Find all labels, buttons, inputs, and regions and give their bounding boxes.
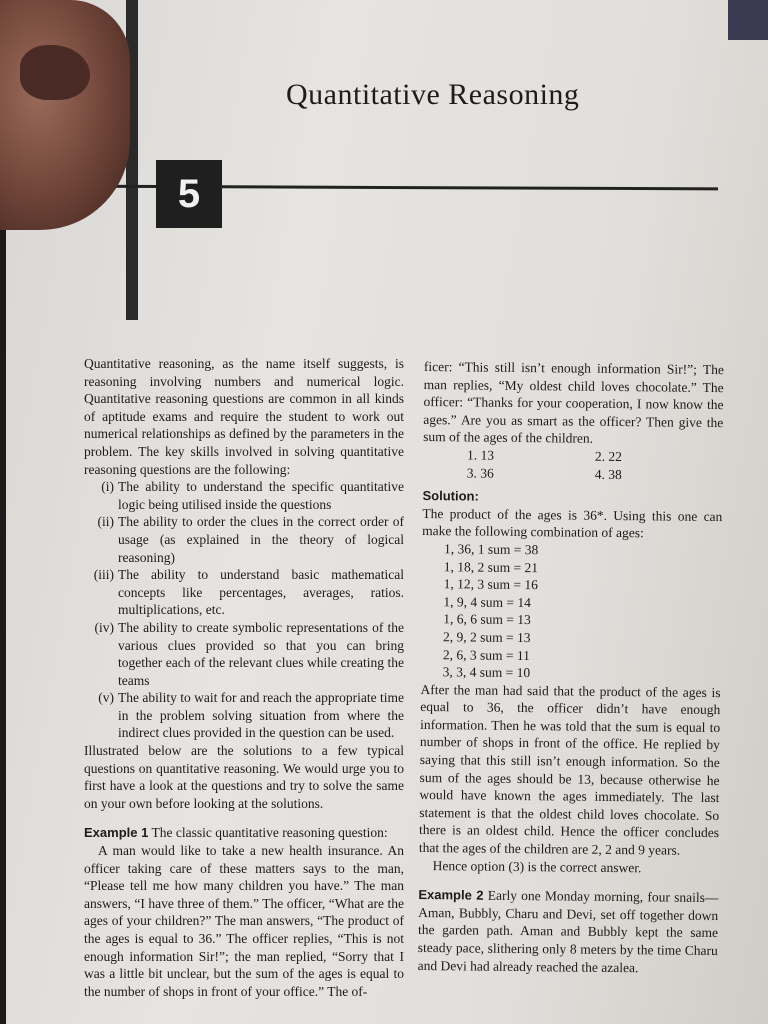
list-item: 2, 6, 3 sum = 11 (442, 646, 530, 663)
example1-continued: ficer: “This still isn’t enough information Sir!”; The man replies, “My oldest child loves chocolate.” The officer: “Thanks for your cooperation, I now know the ages.” Are you as smart as the officer? Then give the sum of the ages of the children. (423, 358, 724, 447)
age-combinations (421, 540, 722, 684)
holding-finger (0, 0, 130, 230)
option: 3. 36 (466, 465, 494, 481)
solution-label: Solution: (422, 488, 479, 504)
intro-paragraph: Quantitative reasoning, as the name itself suggests, is reasoning involving numbers and numerical logic. Quantitative reasoning questions are common in all kinds of aptitude exams and require the student to work out numerical relationships as defined by the parameters in the problem. The key skills involved in solving quantitative reasoning questions are the following: (84, 356, 404, 477)
list-item: 1, 18, 2 sum = 21 (443, 558, 539, 575)
background-corner (728, 0, 768, 40)
right-column (418, 358, 724, 977)
solution-intro: The product of the ages is 36*. Using this one can make the following combination of ages: (422, 505, 723, 541)
option: 2. 22 (594, 448, 623, 465)
list-item: 1, 9, 4 sum = 14 (443, 593, 532, 610)
illustrated-paragraph: Illustrated below are the solutions to a few typical questions on quantitative reasoning. We would urge you to first have a look at the questions and try to solve the same on your own before looking at the solutions. (84, 743, 404, 811)
left-column (84, 355, 404, 1000)
skills-list (84, 478, 404, 742)
list-item: (iii) The ability to understand basic mathematical concepts like percentages, averages, ratios. multiplications, etc. (93, 567, 404, 618)
list-item: 1, 36, 1 sum = 38 (443, 541, 539, 558)
example2-paragraph (418, 886, 719, 977)
list-item: 1, 12, 3 sum = 16 (443, 576, 538, 593)
chapter-title: Quantitative Reasoning (286, 78, 580, 111)
example1-heading (84, 824, 404, 842)
option: 1. 13 (466, 447, 495, 463)
list-item: (iv) The ability to create symbolic representations of the various clues provided so that you can bring together each of the relevant clues while creating the teams (94, 619, 404, 688)
example2-body: Early one Monday morning, four snails—Aman, Bubbly, Charu and Devi, set off together down the garden path. Aman and Bubbly kept the same steady pace, slithering only 8 meters by the time Charu and Devi had already reached the azalea. (417, 887, 719, 975)
fingernail (20, 45, 90, 100)
list-item: (v) The ability to wait for and reach the appropriate time in the problem solving situation from where the indirect clues provided in the question can be used. (98, 690, 405, 741)
chapter-number: 5 (156, 160, 222, 228)
answer-line: Hence option (3) is the correct answer. (432, 857, 642, 875)
list-item: (ii) The ability to order the clues in the correct order of usage (as explained in the theory of logical reasoning) (97, 514, 404, 565)
list-item: (i) The ability to understand the specific quantitative logic being utilised inside the questions (101, 479, 404, 512)
answer-options (423, 446, 723, 484)
option: 4. 38 (594, 466, 622, 482)
list-item: 2, 9, 2 sum = 13 (443, 629, 531, 646)
list-item: 1, 6, 6 sum = 13 (443, 611, 531, 628)
example1-label: Example 1 (84, 825, 149, 841)
example2-label: Example 2 (418, 887, 484, 903)
example1-title: The classic quantitative reasoning question: (151, 825, 388, 841)
list-item: 3, 3, 4 sum = 10 (442, 664, 531, 681)
solution-body: After the man had said that the product of the ages is equal to 36, the officer didn’t have enough information. Then he was told that the sum is equal to number of shops in front of the office. He replied by saying that this still isn’t enough information. So the sum of the ages should be 13, because otherwise he would have known the ages immediately. The last statement is that the oldest child loves chocolate. So there is an oldest child. Hence the officer concludes that the ages of the children are 2, 2 and 9 years. (418, 681, 721, 858)
example1-body: A man would like to take a new health insurance. An officer taking care of these matters says to the man, “Please tell me how many children you have.” The man answers, “I have three of them.” The officer, “What are the ages of your children?” The man answers, “The product of the ages is equal to 36.” The officer replies, “This is not enough information Sir!”; the man replied, “Sorry that I was a little bit unclear, but the sum of the ages is equal to the number of shops in front of your office.” The of- (84, 843, 404, 999)
